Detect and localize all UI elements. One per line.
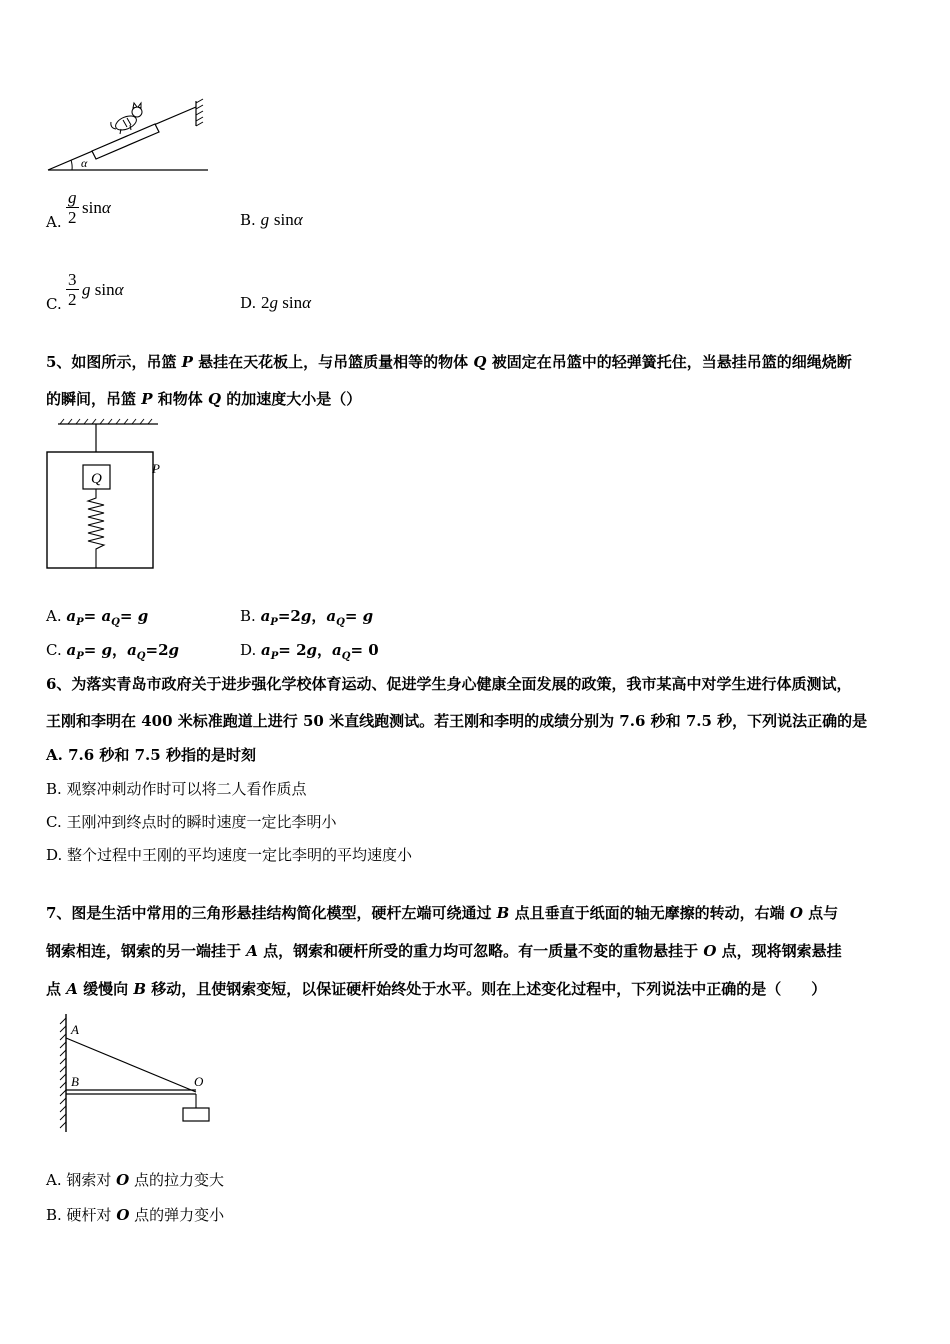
label-o: O (194, 1074, 204, 1089)
sin-func: sin (273, 210, 294, 229)
g-symbol: g (269, 293, 279, 312)
option-label: C. (46, 295, 62, 313)
var-b: B (496, 904, 510, 922)
var-p: P (181, 353, 193, 371)
q7-stem-line1 (46, 903, 838, 923)
q7-option-b[interactable] (46, 1205, 224, 1225)
q6-option-d[interactable]: D. 整个过程中王刚的平均速度一定比李明的平均速度小 (46, 846, 413, 864)
q5-stem-line2 (46, 389, 361, 409)
fraction-denominator: 2 (68, 208, 77, 227)
option-label: A. (46, 213, 62, 231)
q6-option-b[interactable]: B. 观察冲刺动作时可以将二人看作质点 (46, 780, 307, 798)
text: 7、图是生活中常用的三角形悬挂结构简化模型，硬杆左端可绕通过 (46, 904, 497, 922)
coefficient: 2 (261, 293, 270, 312)
text: 点的弹力变小 (129, 1206, 225, 1224)
q6-option-a[interactable]: A. 7.6 秒和 7.5 秒指的是时刻 (46, 746, 256, 764)
text: 的瞬间，吊篮 (46, 390, 142, 408)
angle-arc (71, 160, 72, 170)
ceiling-hatch (60, 419, 152, 424)
label-b: B (71, 1074, 79, 1089)
text: 点与 (802, 904, 839, 922)
var-o: O (703, 942, 717, 960)
angle-symbol: α (114, 280, 124, 299)
hanging-structure-figure (52, 1012, 222, 1137)
fraction (66, 270, 79, 309)
var-b: B (133, 980, 147, 998)
d-expression (261, 293, 311, 312)
q5-option-b[interactable]: B. $a_P=2g$，$a_Q= g$ (240, 607, 374, 628)
text: 和物体 (152, 390, 208, 408)
weight-block (183, 1108, 209, 1121)
var-a: A (66, 980, 78, 998)
q5-stem-line1 (46, 352, 852, 372)
sin-func: sin (94, 280, 115, 299)
q7-option-a[interactable] (46, 1170, 224, 1190)
angle-symbol: α (101, 198, 111, 217)
q6-option-c[interactable]: C. 王刚冲到终点时的瞬时速度一定比李明小 (46, 813, 337, 831)
label-q: Q (91, 471, 102, 487)
text: 点的拉力变大 (129, 1171, 224, 1189)
sin-text (82, 280, 124, 300)
text: 5、如图所示，吊篮 (46, 353, 182, 371)
text: 缓慢向 (77, 980, 134, 998)
sin-text (274, 210, 303, 229)
spring (88, 489, 104, 568)
text: A. 钢索对 (46, 1171, 117, 1189)
fraction-numerator: g (68, 188, 77, 207)
text: 钢索相连，钢索的另一端挂于 (46, 942, 247, 960)
fraction-numerator: 3 (68, 270, 77, 289)
text: 点，现将钢索悬挂 (716, 942, 842, 960)
var-o: O (116, 1206, 130, 1224)
cat-icon (111, 103, 142, 134)
text: 悬挂在天花板上，与吊篮质量相等的物体 (192, 353, 474, 371)
q7-stem-line3 (46, 979, 826, 999)
q5-option-c[interactable]: C. $a_P= g$，$a_Q=2g$ (46, 641, 180, 662)
g-symbol: g (82, 280, 91, 299)
q5-option-d[interactable]: D. $a_P= 2g$，$a_Q= 0$ (240, 641, 379, 662)
angle-symbol: α (302, 293, 312, 312)
alpha-label: α (81, 156, 88, 170)
wall-hatch (60, 1018, 66, 1128)
var-p: P (141, 390, 153, 408)
g-symbol: g (260, 210, 270, 229)
text: 移动，且使钢索变短，以保证硬杆始终处于水平。则在上述变化过程中，下列说法中正确的是（ ） (146, 980, 827, 998)
text: 点 (46, 980, 67, 998)
option-label: B. (240, 211, 256, 229)
text: 被固定在吊篮中的轻弹簧托住，当悬挂吊篮的细绳烧断 (486, 353, 852, 371)
label-a: A (71, 1022, 79, 1037)
q6-stem-line1: 6、为落实青岛市政府关于进步强化学校体育运动、促进学生身心健康全面发展的政策，我市某高中对学生进行体质测试， (46, 675, 852, 693)
sin-func: sin (82, 198, 102, 217)
var-a: A (246, 942, 258, 960)
incline-figure (44, 98, 214, 178)
fraction-denominator: 2 (68, 290, 77, 309)
angle-symbol: α (293, 210, 303, 229)
q4-option-b[interactable] (240, 210, 303, 230)
basket-spring-figure (44, 418, 174, 573)
sin-func: sin (282, 293, 303, 312)
var-q: Q (207, 390, 222, 408)
q4-option-d[interactable] (240, 293, 311, 313)
var-o: O (789, 904, 803, 922)
q7-stem-line2 (46, 941, 842, 961)
var-o: O (116, 1171, 130, 1189)
sin-text (82, 198, 111, 218)
q5-option-a[interactable]: A. $a_P= a_Q= g$ (46, 607, 149, 628)
option-label: D. (240, 294, 257, 312)
text: 的加速度大小是（） (221, 390, 362, 408)
wall-hatch (196, 99, 203, 126)
text: B. 硬杆对 (46, 1206, 117, 1224)
text: 点且垂直于纸面的轴无摩擦的转动，右端 (509, 904, 790, 922)
q6-stem-line2: 王刚和李明在 400 米标准跑道上进行 50 米直线跑测试。若王刚和李明的成绩分别为 7.6 秒和 7.5 秒，下列说法正确的是 (46, 712, 868, 730)
var-q: Q (473, 353, 487, 371)
fraction (66, 188, 79, 227)
text: 点，钢索和硬杆所受的重力均可忽略。有一质量不变的重物悬挂于 (257, 942, 704, 960)
label-p: P (152, 461, 160, 476)
cable-ao (66, 1038, 196, 1092)
